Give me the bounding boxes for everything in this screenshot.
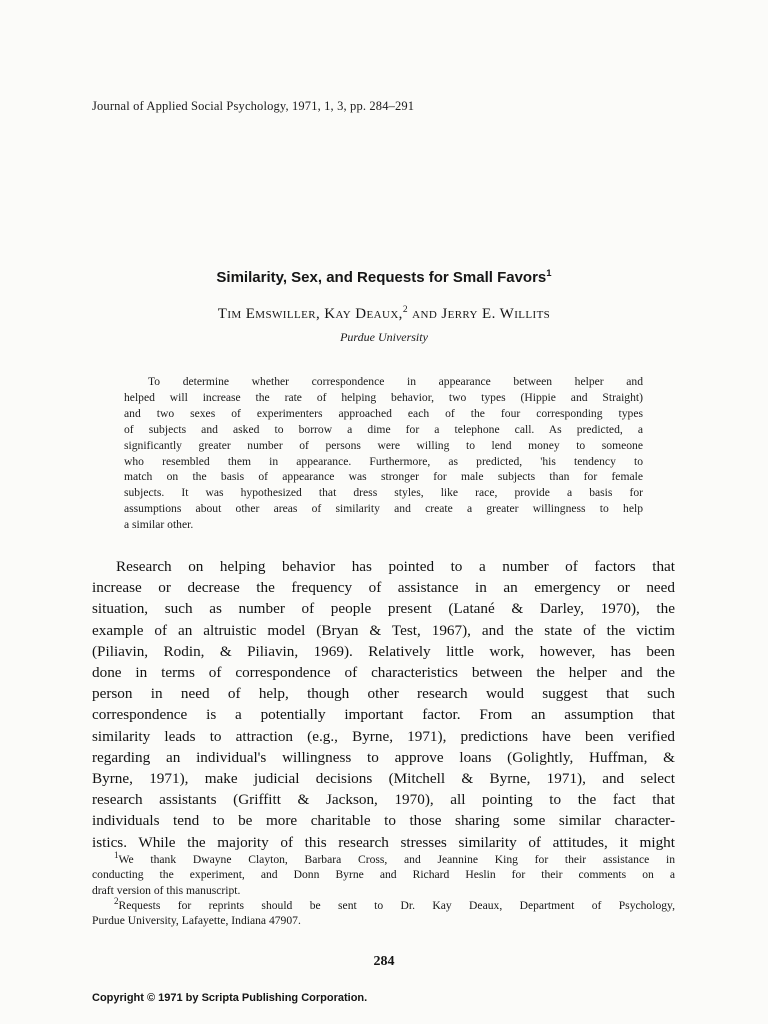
footnote-2-mark: 2 [114,896,119,907]
body-line: research assistants (Griffitt & Jackson, 1970), all pointing to the fact that [92,791,675,809]
article-title-text: Similarity, Sex, and Requests for Small Favors [216,269,547,286]
page-number: 284 [373,954,395,969]
body-line: example of an altruistic model (Bryan & Test, 1967), and the state of the victim [92,621,675,639]
footnote-2-line [92,898,675,913]
abstract-line: significantly greater number of persons were willing to lend money to someone [124,438,643,452]
abstract [124,374,643,533]
body-line: istics. While the majority of this research stresses similarity of attitudes, it might [92,833,675,851]
body-line: Research on helping behavior has pointed to a number of factors that [116,558,675,575]
abstract-line: assumptions about other areas of similarity and create a greater willingness to help [124,502,643,516]
body-paragraph [92,556,675,853]
author-footnote-mark: 2 [402,305,408,315]
abstract-line: of subjects and asked to borrow a dime for a telephone call. As predicted, a [124,422,643,436]
footnote-1-mark: 1 [114,850,119,861]
footnotes [92,852,675,928]
footnote-1-line [92,852,675,867]
body-line: regarding an individual's willingness to approve loans (Golightly, Huffman, & [92,748,675,766]
abstract-line: helped will increase the rate of helping behavior, two types (Hippie and Straight) [124,390,643,404]
article-authors [0,306,768,323]
body-line: increase or decrease the frequency of assistance in an emergency or need [92,579,675,597]
body-line: (Piliavin, Rodin, & Piliavin, 1969). Relatively little work, however, has been [92,642,675,660]
body-line: Byrne, 1971), make judicial decisions (Mitchell & Byrne, 1971), and select [92,770,675,788]
footnote-1-line: conducting the experiment, and Donn Byrne and Richard Heslin for their comments on a [92,868,675,882]
abstract-line: subjects. It was hypothesized that dress styles, like race, provide a basis for [124,486,643,500]
body-line: individuals tend to be more charitable to those sharing some similar character- [92,812,675,830]
authors-text: Tim Emswiller, Kay Deaux, [217,306,403,322]
body-line: situation, such as number of people present (Latané & Darley, 1970), the [92,600,675,618]
body-line: person in need of help, though other research would suggest that such [92,685,675,703]
body-line: done in terms of correspondence of characteristics between the helper and the [92,664,675,682]
article-title [0,269,768,286]
footnote-2-line: Purdue University, Lafayette, Indiana 47907. [92,914,301,928]
title-footnote-mark: 1 [546,268,552,279]
copyright-notice: Copyright © 1971 by Scripta Publishing Corporation. [92,992,368,1004]
abstract-line: who resembled them in appearance. Furthermore, as predicted, 'his tendency to [124,454,643,468]
abstract-line: and two sexes of experimenters approached each of the four corresponding types [124,406,643,420]
journal-citation: Journal of Applied Social Psychology, 1971, 1, 3, pp. 284–291 [92,99,415,113]
footnote-1-line: draft version of this manuscript. [92,883,241,897]
body-line: similarity leads to attraction (e.g., Byrne, 1971), predictions have been verified [92,727,675,745]
footnote-1-text: We thank Dwayne Clayton, Barbara Cross, and Jeannine King for their assistance in [118,853,675,866]
footnote-2-text: Requests for reprints should be sent to Dr. Kay Deaux, Department of Psychology, [118,898,675,912]
body-line: correspondence is a potentially important factor. From an assumption that [92,706,675,724]
abstract-line: match on the basis of appearance was stronger for male subjects than for female [124,470,643,484]
author-affiliation: Purdue University [340,330,428,344]
authors-tail-text: and Jerry E. Willits [408,306,551,322]
abstract-line: To determine whether correspondence in appearance between helper and [148,375,643,388]
abstract-line: a similar other. [124,518,194,532]
